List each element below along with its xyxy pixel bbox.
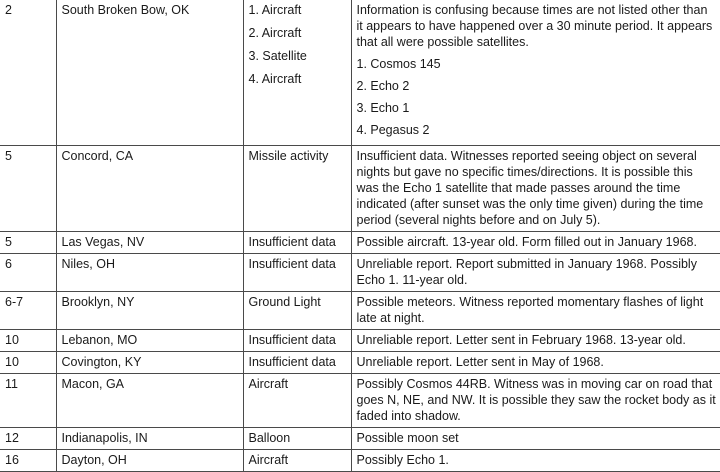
location-cell: South Broken Bow, OK [56,0,243,145]
comment-list-item: 3. Echo 1 [356,101,410,115]
date-cell: 16 [0,449,56,471]
location-cell: Niles, OH [56,253,243,291]
date-cell: 10 [0,351,56,373]
evaluation-cell: Missile activity [243,145,351,231]
location-cell: Brooklyn, NY [56,291,243,329]
date-cell: 5 [0,231,56,253]
comments-text: Information is confusing because times are not listed other than it appears to have happened over a 30 minute period. It appears that all were possible satellites. [356,3,713,49]
date-cell: 12 [0,427,56,449]
comments-cell: Unreliable report. Report submitted in January 1968. Possibly Echo 1. 11-year old. [351,253,720,291]
date-cell: 5 [0,145,56,231]
evaluation-cell: Balloon [243,427,351,449]
date-cell: 10 [0,329,56,351]
comments-cell: Possible moon set [351,427,720,449]
date-cell: 6-7 [0,291,56,329]
comments-cell: Possible meteors. Witness reported momentary flashes of light late at night. [351,291,720,329]
evaluation-cell: Insufficient data [243,329,351,351]
evaluation-cell: Insufficient data [243,231,351,253]
location-cell: Las Vegas, NV [56,231,243,253]
evaluation-cell: Aircraft [243,373,351,427]
table-row [0,329,720,351]
table-row [0,291,720,329]
evaluation-item: 1. Aircraft [248,3,302,17]
evaluation-cell [243,0,351,145]
table-row [0,145,720,231]
location-cell: Lebanon, MO [56,329,243,351]
comments-cell: Insufficient data. Witnesses reported seeing object on several nights but gave no specific times/directions. It is possible this was the Echo 1 satellite that made passes around the time indicated (after sunset was the only time given) during the time period (several nights before and on July 5). [351,145,720,231]
evaluation-cell: Insufficient data [243,351,351,373]
evaluation-cell: Aircraft [243,449,351,471]
comment-list-item: 2. Echo 2 [356,79,410,93]
comments-cell: Unreliable report. Letter sent in February 1968. 13-year old. [351,329,720,351]
location-cell: Dayton, OH [56,449,243,471]
table-row [0,373,720,427]
location-cell: Indianapolis, IN [56,427,243,449]
date-cell: 11 [0,373,56,427]
comments-cell: Possibly Echo 1. [351,449,720,471]
table-row [0,449,720,471]
date-cell: 6 [0,253,56,291]
table-row [0,231,720,253]
table-row [0,427,720,449]
evaluation-cell: Ground Light [243,291,351,329]
evaluation-item: 4. Aircraft [248,72,302,86]
location-cell: Macon, GA [56,373,243,427]
date-cell: 2 [0,0,56,145]
evaluation-cell: Insufficient data [243,253,351,291]
evaluation-item: 2. Aircraft [248,26,302,40]
table-row [0,0,720,145]
table-row [0,351,720,373]
evaluation-item: 3. Satellite [248,49,307,63]
location-cell: Concord, CA [56,145,243,231]
comments-cell: Possibly Cosmos 44RB. Witness was in moving car on road that goes N, NE, and NW. It is possible they saw the rocket body as it faded into shadow. [351,373,720,427]
comments-cell: Possible aircraft. 13-year old. Form filled out in January 1968. [351,231,720,253]
table-row [0,253,720,291]
comments-cell: Unreliable report. Letter sent in May of 1968. [351,351,720,373]
location-cell: Covington, KY [56,351,243,373]
comment-list-item: 1. Cosmos 145 [356,57,441,71]
comment-list-item: 4. Pegasus 2 [356,123,430,137]
comments-cell [351,0,720,145]
